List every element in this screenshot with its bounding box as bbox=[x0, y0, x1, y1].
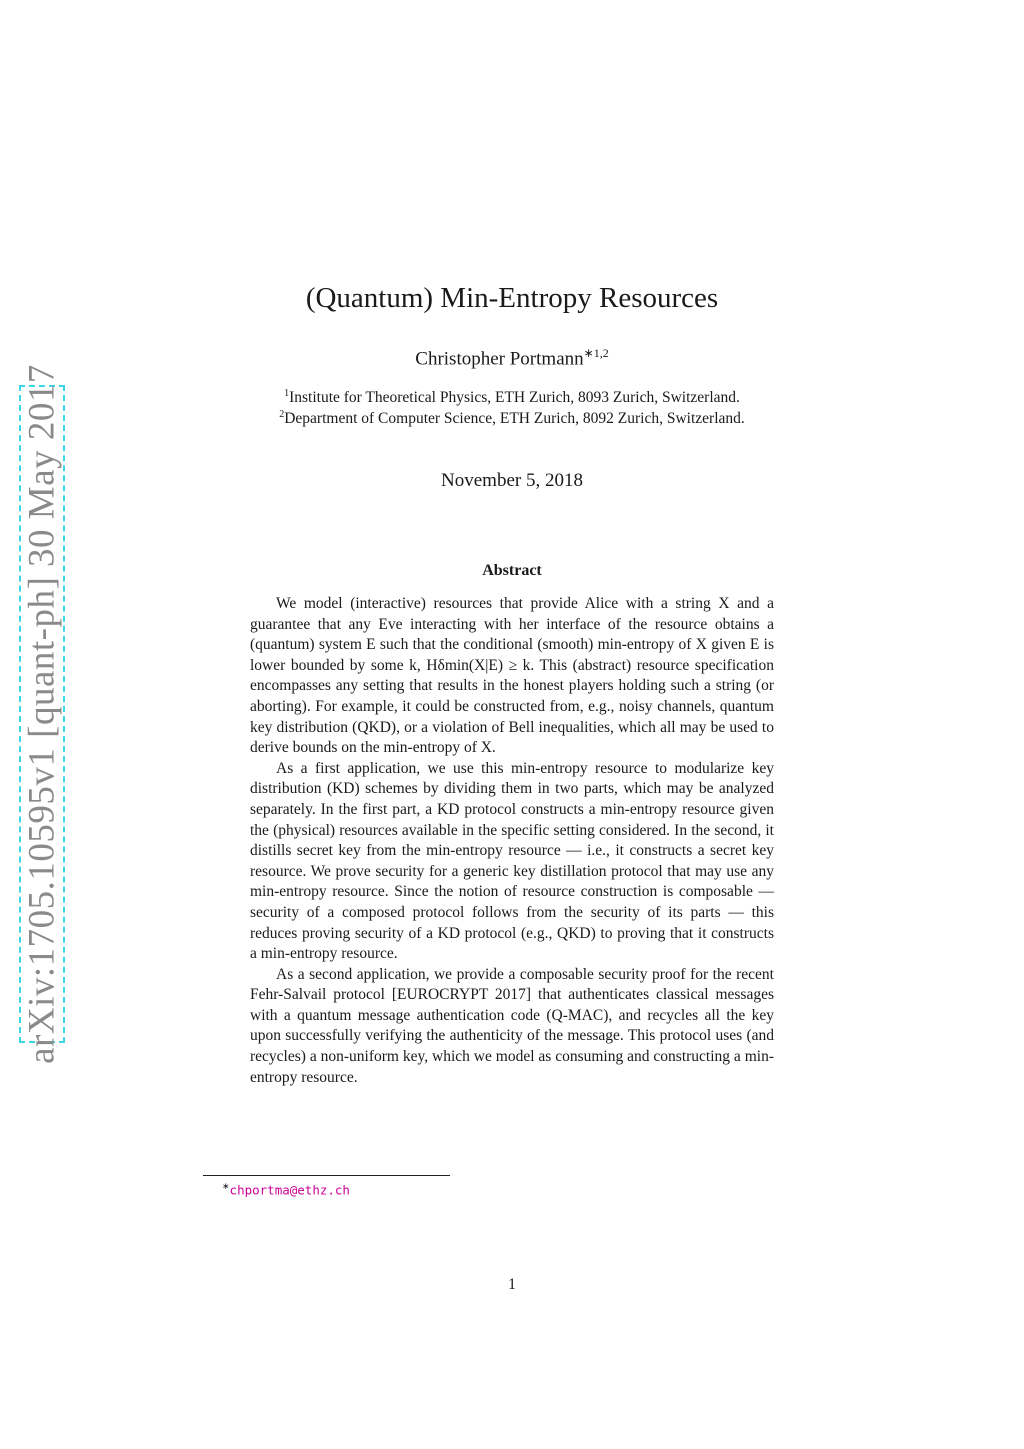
abstract-paragraph-2: As a first application, we use this min-entropy resource to modularize key distribution (KD) schemes by dividing them in two parts, which may be analyzed separately. In the first part, a KD protocol constructs a min-entropy resource given the (physical) resources available in the specific setting considered. In the second, it distills secret key from the min-entropy resource — i.e., it constructs a secret key resource. We prove security for a generic key distillation protocol that may use any min-entropy resource. Since the notion of resource construction is composable — security of a composed protocol follows from the security of its parts — this reduces proving security of a KD protocol (e.g., QKD) to proving that it constructs a min-entropy resource. bbox=[250, 759, 774, 963]
footnote-rule bbox=[203, 1175, 450, 1176]
affiliation-2-mark: 2 bbox=[279, 409, 285, 420]
footnote-email-link[interactable]: chportma@ethz.ch bbox=[229, 1182, 350, 1198]
affiliation-1-mark: 1 bbox=[284, 388, 290, 399]
footnote bbox=[222, 1181, 350, 1198]
author-name: Christopher Portmann bbox=[415, 348, 584, 370]
paper-title: (Quantum) Min-Entropy Resources bbox=[305, 282, 719, 314]
paper-date: November 5, 2018 bbox=[441, 470, 583, 491]
affiliation-1 bbox=[0, 388, 1024, 407]
page-number: 1 bbox=[508, 1276, 516, 1293]
abstract-paragraph-1: We model (interactive) resources that provide Alice with a string X and a guarantee that any Eve interacting with her interface of the resource obtains a (quantum) system E such that the conditional (smooth) min-entropy of X given E is lower bounded by some k, Hδmin(X|E) ≥ k. This (abstract) resource specification encompasses any setting that results in the honest players holding such a string (or aborting). For example, it could be constructed from, e.g., noisy channels, quantum key distribution (QKD), or a violation of Bell inequalities, which all may be used to derive bounds on the min-entropy of X. bbox=[250, 595, 774, 757]
affiliation-1-text: Institute for Theoretical Physics, ETH Zurich, 8093 Zurich, Switzerland. bbox=[289, 389, 740, 407]
author-line bbox=[0, 346, 1024, 370]
affiliation-2 bbox=[0, 409, 1024, 428]
affiliation-2-text: Department of Computer Science, ETH Zurich, 8092 Zurich, Switzerland. bbox=[284, 410, 745, 428]
abstract-body bbox=[250, 594, 774, 1088]
abstract-paragraph-3: As a second application, we provide a composable security proof for the recent Fehr-Salvail protocol [EUROCRYPT 2017] that authenticates classical messages with a quantum message authentication code (Q-MAC), and recycles all the key upon successfully verifying the authenticity of the message. This protocol uses (and recycles) a non-uniform key, which we model as consuming and constructing a min-entropy resource. bbox=[250, 965, 774, 1086]
abstract-heading: Abstract bbox=[482, 562, 542, 579]
footnote-mark: ∗ bbox=[222, 1181, 230, 1191]
arxiv-identifier: arXiv:1705.10595v1 [quant-ph] 30 May 2017 bbox=[21, 364, 63, 1064]
author-marks: ∗1,2 bbox=[583, 346, 609, 360]
